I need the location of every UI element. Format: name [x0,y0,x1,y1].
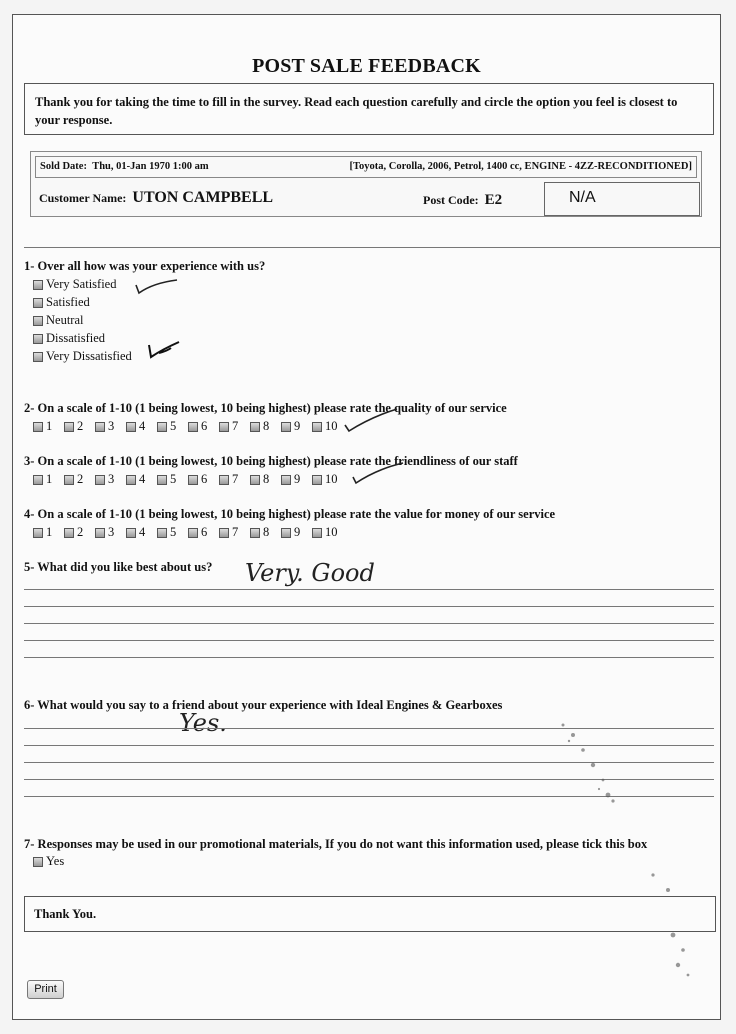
question-7: 7- Responses may be used in our promotional materials, If you do not want this information used, please tick this box [24,837,648,851]
checkbox[interactable] [157,422,167,432]
answer-line [24,606,714,607]
checkbox[interactable] [64,475,74,485]
question-1: 1- Over all how was your experience with us? [24,259,266,273]
checkbox[interactable] [281,422,291,432]
question-5: 5- What did you like best about us? [24,560,213,574]
divider [24,247,720,248]
scale-q2[interactable]: 1 2 3 4 5 6 7 8 9 10 [33,419,343,434]
checkbox[interactable] [126,422,136,432]
checkbox[interactable] [219,422,229,432]
handwritten-answer-6: Yes. [179,709,227,737]
checkbox[interactable] [312,475,322,485]
checkbox[interactable] [281,475,291,485]
checkbox[interactable] [126,528,136,538]
checkbox[interactable] [33,528,43,538]
print-button[interactable]: Print [27,980,64,999]
question-2: 2- On a scale of 1-10 (1 being lowest, 10 being highest) please rate the quality of our service [24,401,507,415]
option-neutral[interactable]: Neutral [33,313,83,328]
na-box: N/A [544,182,700,216]
answer-line [24,623,714,624]
sale-row [35,156,697,178]
question-4: 4- On a scale of 1-10 (1 being lowest, 10 being highest) please rate the value for money of our service [24,507,556,521]
option-yes[interactable]: Yes [33,854,64,869]
checkbox[interactable] [157,528,167,538]
answer-line [24,728,714,729]
option-very-satisfied[interactable]: Very Satisfied [33,277,116,292]
tick-mark-icon [145,339,187,361]
checkbox[interactable] [33,352,43,362]
answer-line [24,640,714,641]
tick-mark-icon [133,277,183,297]
checkbox[interactable] [95,422,105,432]
post-code: Post Code: E2 [423,192,503,208]
vehicle-details: [Toyota, Corolla, 2006, Petrol, 1400 cc, ENGINE - 4ZZ-RECONDITIONED] [349,161,692,172]
smudge-marks-icon [533,705,713,1005]
checkbox[interactable] [188,422,198,432]
checkbox[interactable] [250,475,260,485]
answer-line [24,762,714,763]
answer-line [24,657,714,658]
checkbox[interactable] [33,857,43,867]
checkbox[interactable] [33,316,43,326]
intro-box: Thank you for taking the time to fill in the survey. Read each question carefully and circle the option you feel is closest to your response. [24,83,714,135]
checkbox[interactable] [33,475,43,485]
customer-name: Customer Name: UTON CAMPBELL [39,189,274,206]
checkbox[interactable] [250,528,260,538]
checkbox[interactable] [64,528,74,538]
checkbox[interactable] [312,528,322,538]
answer-line [24,779,714,780]
checkbox[interactable] [33,298,43,308]
checkbox[interactable] [250,422,260,432]
scale-q3[interactable]: 1 2 3 4 5 6 7 8 9 10 [33,472,343,487]
checkbox[interactable] [64,422,74,432]
checkbox[interactable] [157,475,167,485]
checkbox[interactable] [219,475,229,485]
checkbox[interactable] [33,422,43,432]
checkbox[interactable] [281,528,291,538]
answer-line [24,796,714,797]
option-dissatisfied[interactable]: Dissatisfied [33,331,105,346]
checkbox[interactable] [33,334,43,344]
question-6: 6- What would you say to a friend about your experience with Ideal Engines & Gearboxes [24,698,503,712]
checkbox[interactable] [126,475,136,485]
checkbox[interactable] [95,475,105,485]
scale-q4[interactable]: 1 2 3 4 5 6 7 8 9 10 [33,525,343,540]
sold-date: Sold Date: Thu, 01-Jan 1970 1:00 am [40,161,209,172]
answer-line [24,745,714,746]
checkbox[interactable] [188,528,198,538]
question-3: 3- On a scale of 1-10 (1 being lowest, 10 being highest) please rate the friendliness of our staff [24,454,518,468]
option-satisfied[interactable]: Satisfied [33,295,90,310]
checkbox[interactable] [312,422,322,432]
checkbox[interactable] [95,528,105,538]
option-very-dissatisfied[interactable]: Very Dissatisfied [33,349,132,364]
checkbox[interactable] [33,280,43,290]
form-title: POST SALE FEEDBACK [252,55,481,77]
checkbox[interactable] [188,475,198,485]
answer-line [24,589,714,590]
handwritten-answer-5: Very. Good [245,559,375,587]
sale-info-box [30,151,702,217]
feedback-form [12,14,721,1020]
checkbox[interactable] [219,528,229,538]
thank-you-box: Thank You. [24,896,716,932]
